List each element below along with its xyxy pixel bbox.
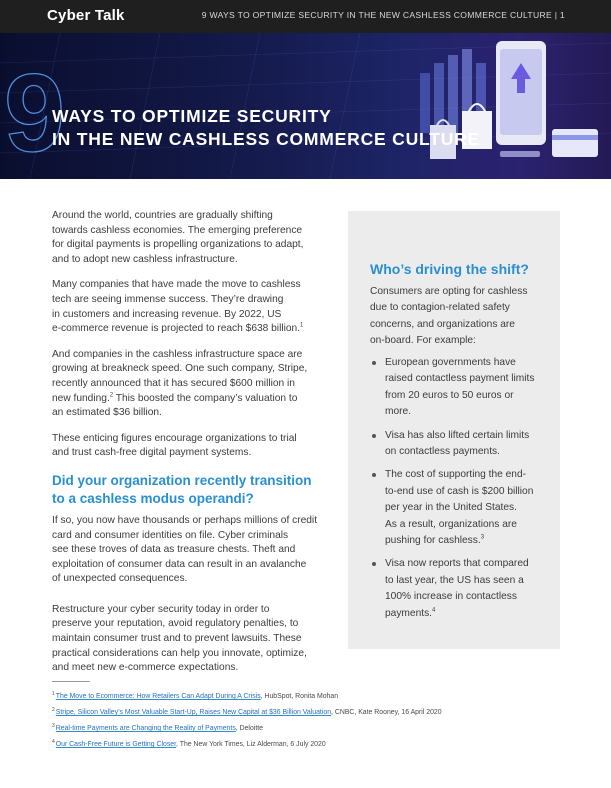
text-line: As a result, organizations are xyxy=(385,518,517,530)
text-line: and meet new e-commerce expectations. xyxy=(52,662,239,674)
text-line: per year in the United States. xyxy=(385,502,517,514)
text-line: 100% increase in contactless xyxy=(385,591,517,603)
text-line: European governments have xyxy=(385,357,516,368)
paragraph xyxy=(52,603,330,676)
paragraph xyxy=(52,209,330,267)
text-line: of unexpected consequences. xyxy=(52,573,188,585)
list-item xyxy=(370,355,555,421)
credit-card-icon xyxy=(552,129,598,157)
footnote-ref[interactable]: 3 xyxy=(480,534,485,541)
text-line: an estimated $36 billion. xyxy=(52,407,162,419)
footnote-link[interactable]: Our Cash-Free Future is Getting Closer xyxy=(55,741,177,748)
text-line: due to contagion-related safety xyxy=(370,302,510,314)
text-line: see these troves of data as treasure chests. Theft and xyxy=(52,544,296,556)
footnote-source: , The New York Times, Liz Alderman, 6 July 2020 xyxy=(176,741,326,748)
text-line: Restructure your cyber security today in order to xyxy=(52,603,270,615)
paragraph xyxy=(52,348,330,421)
footnote-link[interactable]: The Move to Ecommerce: How Retailers Can Adapt During A Crisis xyxy=(55,693,261,700)
text-line: card and consumer identities on file. Cyber criminals xyxy=(52,529,289,541)
text-line: The cost of supporting the end- xyxy=(385,469,527,481)
cart-icon xyxy=(500,151,540,157)
footnote xyxy=(52,708,572,717)
text-segment: new funding. xyxy=(52,392,110,404)
sidebar-intro xyxy=(370,284,527,350)
paragraph xyxy=(52,514,330,587)
brand-logo: Cyber Talk xyxy=(47,7,125,24)
footnote-divider xyxy=(52,681,90,682)
text-line: more. xyxy=(385,406,412,418)
text-line: on-board. For example: xyxy=(370,335,476,347)
title-line: WAYS TO OPTIMIZE SECURITY xyxy=(52,106,332,126)
list-item xyxy=(370,556,555,622)
text-line xyxy=(385,606,555,622)
footnote-ref[interactable]: 4 xyxy=(432,607,436,614)
list-item xyxy=(370,467,555,549)
bullet-icon xyxy=(372,361,376,365)
sidebar-bullet-list xyxy=(370,355,555,629)
footnote-source: , Deloitte xyxy=(235,725,263,732)
text-segment: payments. xyxy=(385,607,432,619)
footnotes xyxy=(52,692,572,756)
footnote-ref[interactable]: 1 xyxy=(300,322,304,329)
sidebar-callout xyxy=(348,211,560,649)
text-line: to last year, the US has seen a xyxy=(385,574,524,586)
text-line: growing at breakneck speed. One such company, Stripe, xyxy=(52,363,308,375)
text-line: exploitation of consumer data can result in an avalanche xyxy=(52,558,307,570)
text-line: tech are seeing immense success. They’re drawing xyxy=(52,293,284,305)
text-line: If so, you now have thousands or perhaps millions of credit xyxy=(52,514,318,526)
text-line: in customers and increasing revenue. By 2022, US xyxy=(52,308,282,320)
footnote xyxy=(52,692,572,701)
bullet-icon xyxy=(372,473,376,477)
text-segment: pushing for cashless. xyxy=(385,535,481,547)
text-line: and to adopt new cashless infrastructure. xyxy=(52,253,238,265)
hero-banner xyxy=(0,33,611,179)
text-segment: This boosted the company’s valuation to xyxy=(113,392,298,404)
text-line: Consumers are opting for cashless xyxy=(370,286,528,297)
footnote-number: 4 xyxy=(52,738,55,745)
section-heading xyxy=(52,472,330,508)
text-line: concerns, and organizations are xyxy=(370,318,515,330)
text-line: practical considerations can help you innovate, optimize, xyxy=(52,647,307,659)
text-line: maintain consumer trust and to prevent lawsuits. These xyxy=(52,633,302,645)
page-title xyxy=(52,105,480,151)
bullet-icon xyxy=(372,434,376,438)
main-column xyxy=(52,209,330,687)
text-line: raised contactless payment limits xyxy=(385,373,535,385)
footnote-number: 2 xyxy=(52,706,55,713)
text-line: These enticing figures encourage organizations to trial xyxy=(52,432,297,444)
text-line: Many companies that have made the move to cashless xyxy=(52,279,301,291)
list-item xyxy=(370,428,555,461)
text-line: preserve your reputation, avoid regulatory penalties, to xyxy=(52,618,299,630)
footnote-number: 3 xyxy=(52,722,55,729)
bullet-icon xyxy=(372,562,376,566)
smartphone-icon xyxy=(496,41,546,145)
text-line: on contactless payments. xyxy=(385,446,500,458)
text-line: Around the world, countries are gradually shifting xyxy=(52,210,273,221)
heading-line: Did your organization recently transition xyxy=(52,472,312,488)
sidebar-title: Who’s driving the shift? xyxy=(370,261,529,277)
paragraph xyxy=(52,432,330,461)
footnote-number: 1 xyxy=(52,690,55,697)
banner-number: 9 xyxy=(4,52,66,175)
heading-line: to a cashless modus operandi? xyxy=(52,490,254,506)
text-line xyxy=(385,533,555,549)
footnote-link[interactable]: Stripe, Silicon Valley’s Most Valuable Start-Up, Raises New Capital at $36 Billion Valuation xyxy=(55,709,332,716)
text-line: Visa has also lifted certain limits xyxy=(385,429,530,441)
running-head: 9 WAYS TO OPTIMIZE SECURITY IN THE NEW CASHLESS COMMERCE CULTURE | 1 xyxy=(201,10,565,20)
footnote-source: , HubSpot, Ronita Mohan xyxy=(260,693,339,700)
footnote-link[interactable]: Real-time Payments are Changing the Reality of Payments xyxy=(55,725,236,732)
text-line: Visa now reports that compared xyxy=(385,558,529,570)
text-segment: e-commerce revenue is projected to reach $638 billion. xyxy=(52,323,301,335)
text-line xyxy=(52,392,330,407)
top-bar xyxy=(0,0,611,33)
text-line: to-end use of cash is $200 billion xyxy=(385,485,534,497)
footnote-ref[interactable]: 2 xyxy=(109,392,114,399)
title-line: IN THE NEW CASHLESS COMMERCE CULTURE xyxy=(52,129,481,149)
text-line: for digital payments is propelling organizations to adapt, xyxy=(52,239,304,251)
footnote xyxy=(52,724,572,733)
footnote-source: , CNBC, Kate Rooney, 16 April 2020 xyxy=(331,709,442,716)
text-line xyxy=(52,322,330,337)
text-line: towards cashless economies. The emerging preference xyxy=(52,224,303,236)
paragraph xyxy=(52,278,330,336)
text-line: from 20 euros to 50 euros or xyxy=(385,389,514,401)
text-line: And companies in the cashless infrastructure space are xyxy=(52,348,303,360)
footnote xyxy=(52,740,572,749)
text-line: and trust cash-free digital payment systems. xyxy=(52,447,252,459)
text-line: recently announced that it has secured $600 million in xyxy=(52,377,295,389)
